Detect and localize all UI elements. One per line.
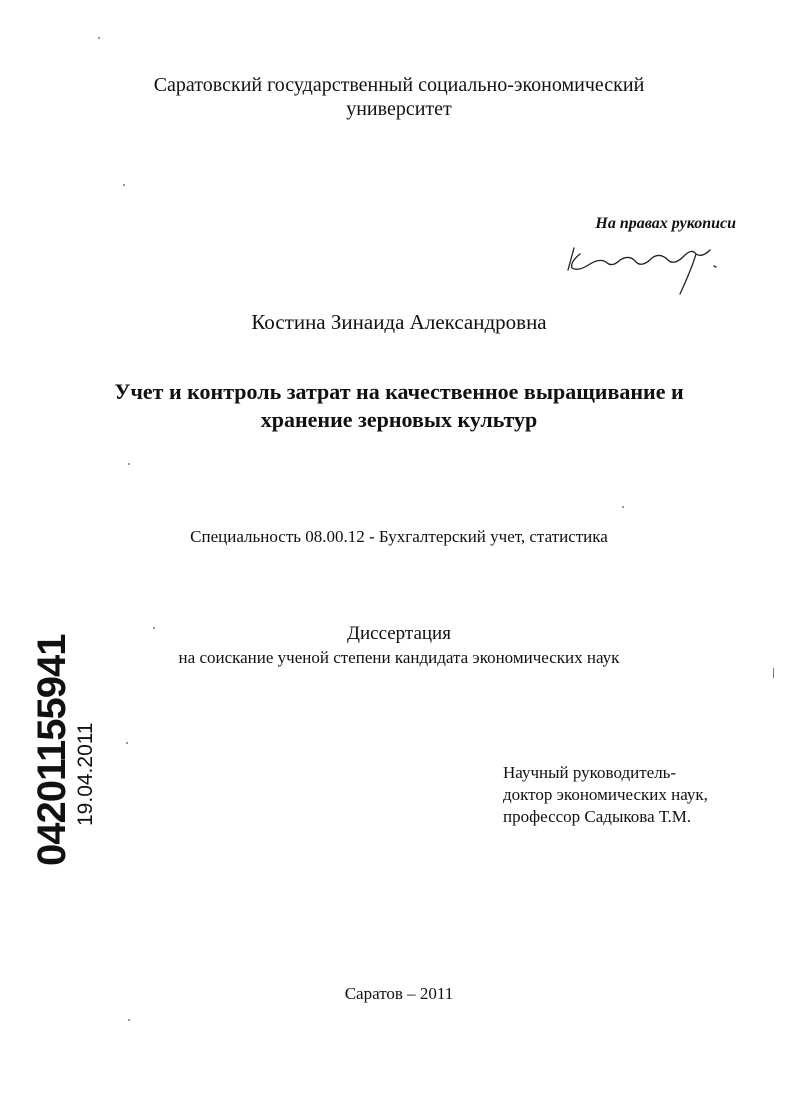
title-line-1: Учет и контроль затрат на качественное выращивание и: [114, 379, 684, 404]
university-name: [0, 73, 798, 121]
scan-speck: [773, 668, 774, 678]
manuscript-rights: На правах рукописи: [595, 215, 736, 232]
work-type: Диссертация: [347, 623, 451, 644]
scan-speck: [126, 742, 128, 744]
degree-line: на соискание ученой степени кандидата экономических наук: [178, 648, 620, 667]
city-year: Саратов – 2011: [344, 984, 454, 1003]
advisor-block: [503, 762, 708, 828]
advisor-line-2: доктор экономических наук,: [503, 785, 708, 804]
scan-speck: [128, 463, 130, 465]
scan-speck: [98, 37, 100, 39]
stamp-number: 04201155941: [30, 634, 74, 866]
scan-speck: [128, 1019, 130, 1021]
advisor-line-3: профессор Садыкова Т.М.: [503, 807, 692, 826]
title-line-2: хранение зерновых культур: [260, 407, 538, 432]
scan-speck: [123, 184, 125, 186]
stamp-date: 19.04.2011: [74, 722, 97, 826]
library-stamp: [10, 634, 100, 870]
advisor-line-1: Научный руководитель-: [503, 763, 677, 782]
author-signature: [560, 228, 740, 298]
author-name: Костина Зинаида Александровна: [251, 310, 547, 334]
specialty: Специальность 08.00.12 - Бухгалтерский учет, статистика: [190, 527, 608, 546]
scan-speck: [153, 627, 155, 629]
dissertation-title: [0, 378, 798, 434]
scan-speck: [622, 506, 624, 508]
university-line-2: университет: [346, 98, 452, 120]
university-line-1: Саратовский государственный социально-экономический: [153, 74, 645, 96]
